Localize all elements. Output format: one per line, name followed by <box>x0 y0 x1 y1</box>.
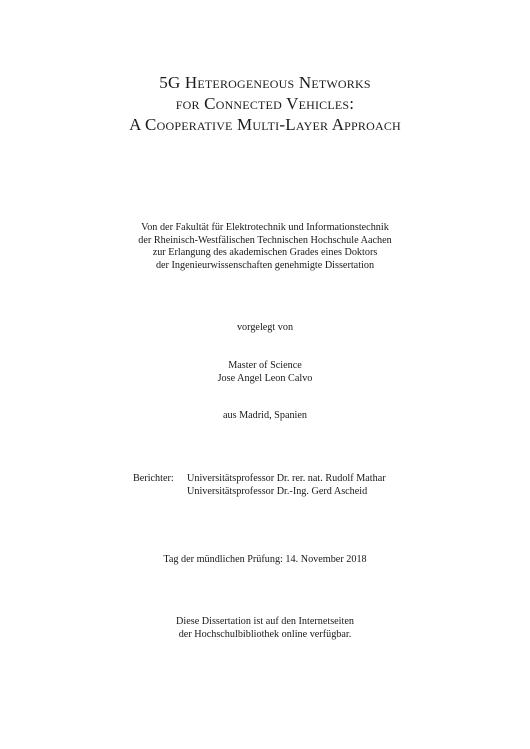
referees-label-spacer <box>133 486 187 499</box>
faculty-line-4: der Ingenieurwissenschaften genehmigte Dissertation <box>155 260 375 272</box>
online-note-line-1: Diese Dissertation ist auf den Internetseiten <box>176 616 354 627</box>
online-availability-note <box>0 616 530 641</box>
faculty-line-2: der Rheinisch-Westfälischen Technischen Hochschule Aachen <box>138 234 392 246</box>
author-block <box>0 360 530 385</box>
submitted-by-label: vorgelegt von <box>236 322 294 333</box>
thesis-title-line-2: for Connected Vehicles: <box>175 94 355 113</box>
referee-first: Universitätsprofessor Dr. rer. nat. Rudolf Mathar <box>187 473 386 484</box>
referee-second: Universitätsprofessor Dr.-Ing. Gerd Ascheid <box>187 485 368 497</box>
exam-date: Tag der mündlichen Prüfung: 14. November 2018 <box>163 554 367 565</box>
thesis-title <box>0 72 530 135</box>
author-degree: Master of Science <box>228 360 302 371</box>
faculty-line-3: zur Erlangung des akademischen Grades eines Doktors <box>152 247 378 259</box>
referee-row-2 <box>133 486 386 499</box>
author-name: Jose Angel Leon Calvo <box>217 372 313 384</box>
referee-row-1 <box>133 473 386 486</box>
referees-label: Berichter: <box>133 473 174 484</box>
thesis-title-line-3: A Cooperative Multi-Layer Approach <box>129 115 401 134</box>
thesis-title-line-1: 5G Heterogeneous Networks <box>159 73 371 92</box>
author-origin: aus Madrid, Spanien <box>222 410 308 421</box>
faculty-statement <box>0 222 530 273</box>
online-note-line-2: der Hochschulbibliothek online verfügbar. <box>178 628 352 640</box>
referees-block <box>133 473 386 498</box>
faculty-line-1: Von der Fakultät für Elektrotechnik und Informationstechnik <box>141 222 389 233</box>
